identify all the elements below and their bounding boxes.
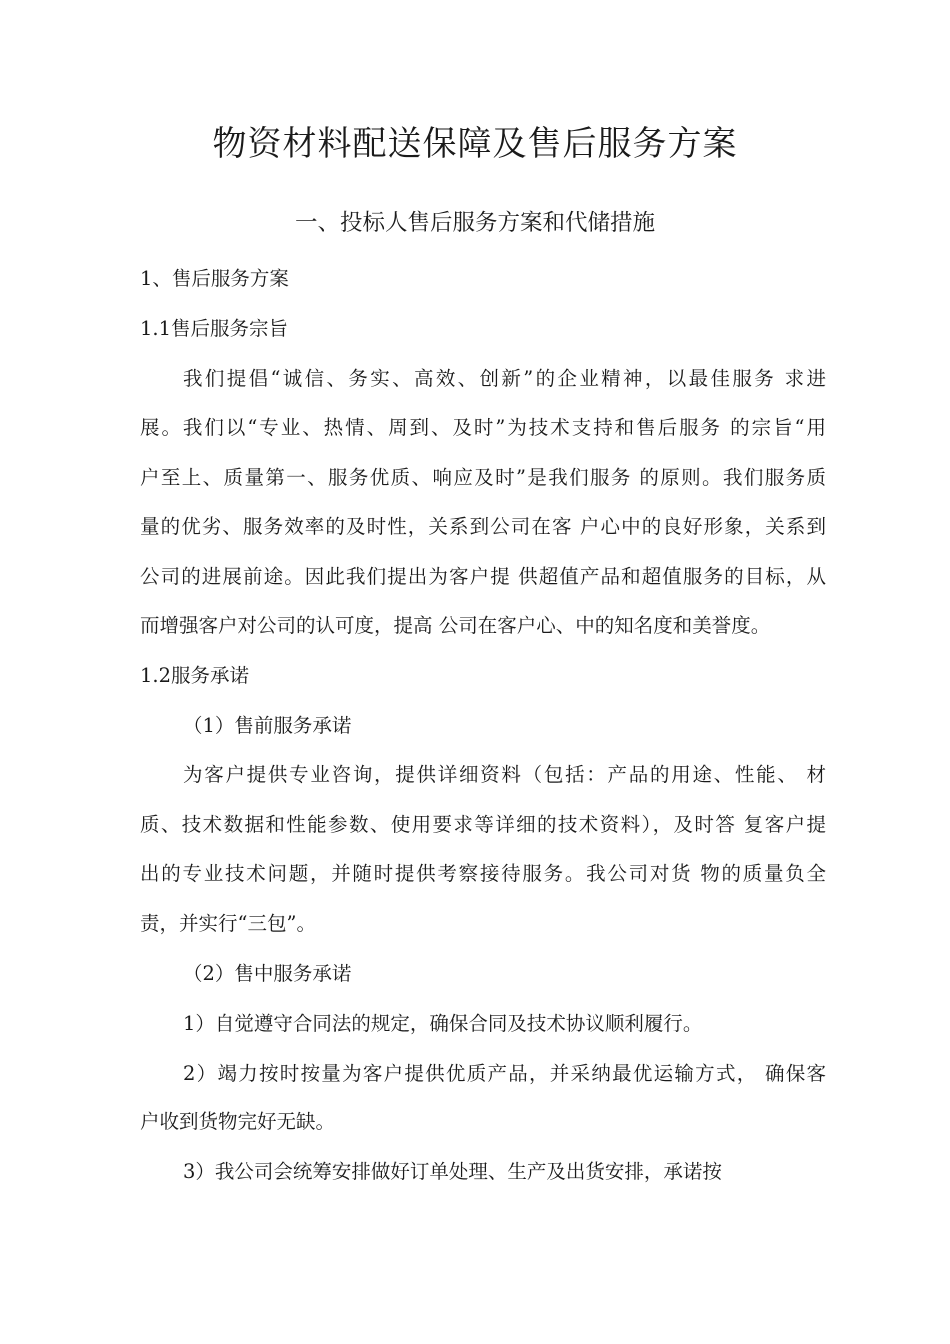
list-item: 2）竭力按时按量为客户提供优质产品，并采纳最优运输方式， 确保客 <box>183 1062 826 1085</box>
heading-pre-sales-commitment: （1）售前服务承诺 <box>183 714 352 737</box>
paragraph-line: 质、技术数据和性能参数、使用要求等详细的技术资料），及时答 复客户提 <box>140 813 826 836</box>
paragraph-line: 为客户提供专业咨询，提供详细资料（包括：产品的用途、性能、 材 <box>183 763 826 786</box>
list-item: 3）我公司会统筹安排做好订单处理、生产及出货安排，承诺按 <box>183 1160 722 1183</box>
paragraph-line: 公司的进展前途。因此我们提出为客户提 供超值产品和超值服务的目标，从 <box>140 565 826 588</box>
paragraph-line: 户至上、质量第一、服务优质、响应及时”是我们服务 的原则。我们服务质 <box>140 466 826 489</box>
paragraph-line: 户收到货物完好无缺。 <box>140 1110 336 1133</box>
section-heading: 一、投标人售后服务方案和代储措施 <box>294 210 655 236</box>
paragraph-line: 而增强客户对公司的认可度，提高 公司在客户心、中的知名度和美誉度。 <box>140 614 771 637</box>
paragraph-line: 责，并实行“三包”。 <box>140 912 316 935</box>
heading-service-commitment: 1.2服务承诺 <box>140 664 250 687</box>
paragraph-line: 展。我们以“专业、热情、周到、及时”为技术支持和售后服务 的宗旨“用 <box>140 416 826 439</box>
paragraph-line: 我们提倡“诚信、务实、高效、创新”的企业精神，以最佳服务 求进 <box>183 367 826 390</box>
document-title: 物资材料配送保障及售后服务方案 <box>212 124 738 164</box>
heading-service-purpose: 1.1售后服务宗旨 <box>140 317 289 340</box>
paragraph-line: 出的专业技术问题，并随时提供考察接待服务。我公司对货 物的质量负全 <box>140 862 826 885</box>
list-item: 1）自觉遵守合同法的规定，确保合同及技术协议顺利履行。 <box>183 1012 703 1035</box>
paragraph-line: 量的优劣、服务效率的及时性，关系到公司在客 户心中的良好形象，关系到 <box>140 515 826 538</box>
heading-after-sales-plan: 1、售后服务方案 <box>140 267 289 290</box>
heading-in-sales-commitment: （2）售中服务承诺 <box>183 962 352 985</box>
